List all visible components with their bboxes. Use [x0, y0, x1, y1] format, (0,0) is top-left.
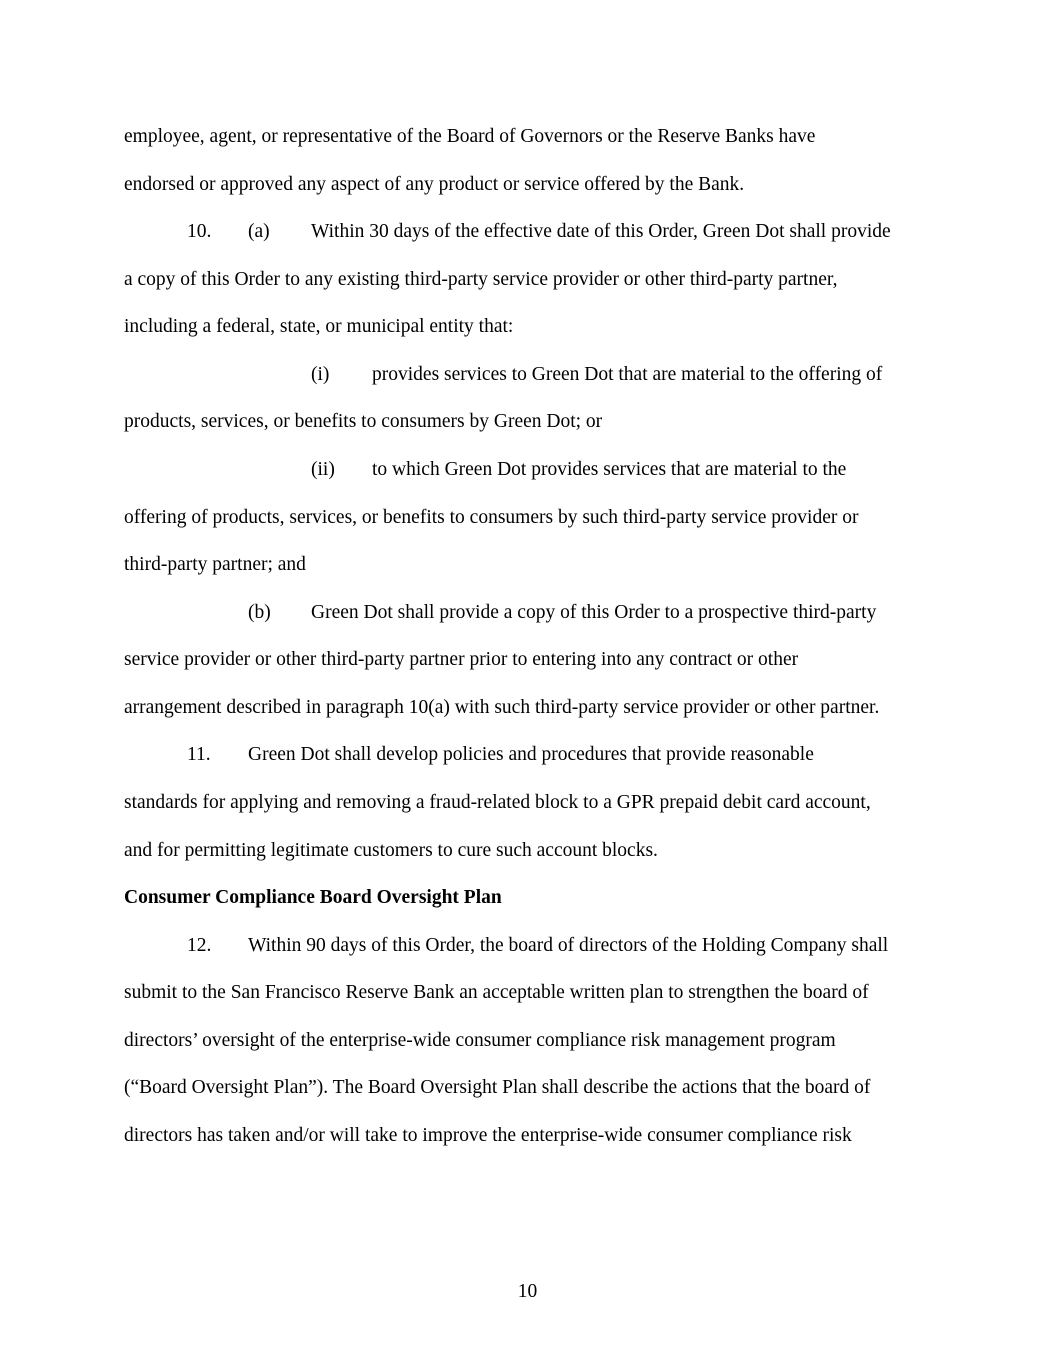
body-text-line: submit to the San Francisco Reserve Bank an acceptable written plan to strengthen the board of — [124, 982, 869, 1003]
body-text-line: and for permitting legitimate customers to cure such account blocks. — [124, 840, 658, 861]
paragraph-text: Green Dot shall provide a copy of this Order to a prospective third-party — [311, 602, 877, 623]
subparagraph-label: (a) — [248, 221, 270, 242]
body-text-line: service provider or other third-party partner prior to entering into any contract or other — [124, 649, 799, 670]
body-text-line: directors’ oversight of the enterprise-wide consumer compliance risk management program — [124, 1030, 836, 1051]
body-text-line: including a federal, state, or municipal entity that: — [124, 316, 514, 337]
body-text-line: a copy of this Order to any existing third-party service provider or other third-party partner, — [124, 269, 838, 290]
clause-label: (i) — [311, 364, 330, 385]
body-text-line: offering of products, services, or benefits to consumers by such third-party service provider or — [124, 507, 859, 528]
paragraph-text: Within 30 days of the effective date of this Order, Green Dot shall provide — [311, 221, 891, 242]
body-text-line: endorsed or approved any aspect of any product or service offered by the Bank. — [124, 174, 745, 195]
clause-label: (ii) — [311, 459, 335, 480]
section-heading: Consumer Compliance Board Oversight Plan — [124, 887, 502, 908]
clause-text: to which Green Dot provides services that are material to the — [372, 459, 847, 480]
body-text-line: directors has taken and/or will take to improve the enterprise-wide consumer compliance risk — [124, 1125, 852, 1146]
paragraph-number: 12. — [187, 935, 212, 956]
paragraph-text: Within 90 days of this Order, the board of directors of the Holding Company shall — [248, 935, 889, 956]
paragraph-number: 11. — [187, 744, 211, 765]
body-text-line: employee, agent, or representative of the Board of Governors or the Reserve Banks have — [124, 126, 816, 147]
body-text-line: arrangement described in paragraph 10(a) with such third-party service provider or other partner. — [124, 697, 880, 718]
subparagraph-label: (b) — [248, 602, 271, 623]
clause-text: provides services to Green Dot that are material to the offering of — [372, 364, 883, 385]
paragraph-text: Green Dot shall develop policies and procedures that provide reasonable — [248, 744, 814, 765]
body-text-line: third-party partner; and — [124, 554, 306, 575]
body-text-line: standards for applying and removing a fraud-related block to a GPR prepaid debit card account, — [124, 792, 871, 813]
body-text-line: products, services, or benefits to consumers by Green Dot; or — [124, 411, 603, 432]
body-text-line: (“Board Oversight Plan”). The Board Oversight Plan shall describe the actions that the board of — [124, 1077, 871, 1098]
paragraph-number: 10. — [187, 221, 212, 242]
page-number: 10 — [517, 1281, 538, 1302]
